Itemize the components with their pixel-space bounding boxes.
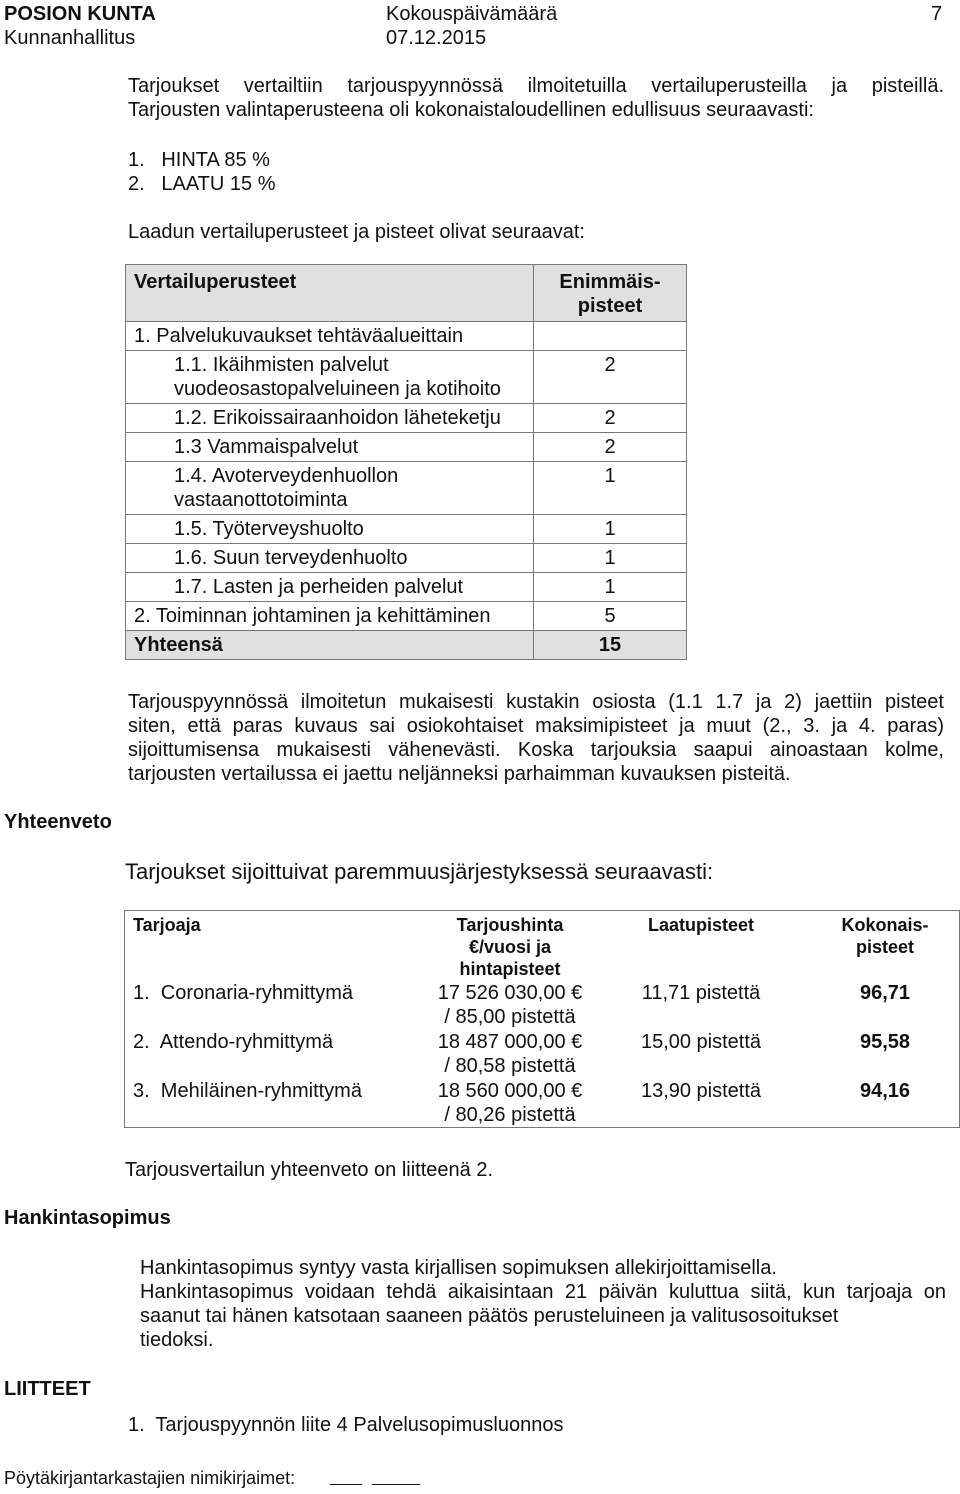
- criteria-label-line1: 1.1. Ikäihmisten palvelut: [174, 354, 389, 376]
- ranking-price: [427, 981, 593, 1030]
- ranking-header-total: [809, 911, 960, 981]
- quality-criteria-table: [125, 264, 687, 660]
- meeting-date: 07.12.2015: [386, 27, 487, 49]
- criteria-label-line1: 1.4. Avoterveydenhuollon: [174, 465, 399, 487]
- criteria-points: 1: [534, 544, 687, 573]
- initials-line-1: [330, 1484, 362, 1485]
- criteria-label: 1.5. Työterveyshuolto: [126, 515, 534, 544]
- ranking-row: [125, 1030, 960, 1079]
- ranking-header-price-line3: hintapisteet: [459, 959, 561, 979]
- ranking-price-points: / 80,26 pistettä: [444, 1104, 576, 1126]
- ranking-header-bidder: Tarjoaja: [133, 915, 201, 935]
- ranking-price-points: / 80,58 pistettä: [444, 1055, 576, 1077]
- criteria-label: 1.6. Suun terveydenhuolto: [126, 544, 534, 573]
- criteria-label: 1.3 Vammaispalvelut: [126, 433, 534, 462]
- criteria-row: [126, 322, 687, 351]
- criteria-label: [126, 462, 534, 515]
- criteria-points: 2: [534, 351, 687, 404]
- ranking-quality: 13,90 pistettä: [640, 1080, 762, 1102]
- criteria-row: [126, 573, 687, 602]
- criterion-quality: 2. LAATU 15 %: [128, 173, 276, 195]
- criteria-header-name: Vertailuperusteet: [126, 265, 534, 322]
- criteria-label: [126, 351, 534, 404]
- ranking-header-total-line1: Kokonais-: [841, 915, 929, 935]
- explanation-line: tarjousten vertailussa ei jaettu neljänneksi parhaimman kuvauksen pisteitä.: [128, 763, 791, 785]
- contract-line: saanut tai hänen katsotaan saaneen päätös perusteluineen ja valitusosoitukset: [140, 1305, 839, 1327]
- contract-text: [140, 1256, 946, 1352]
- criteria-points: 1: [534, 462, 687, 515]
- criteria-label-line2: vastaanottotoiminta: [174, 489, 348, 511]
- criteria-label: 2. Toiminnan johtaminen ja kehittäminen: [126, 602, 534, 631]
- ranking-price-amount: 18 560 000,00 €: [437, 1080, 583, 1102]
- explanation-line: sijoittumisensa mukaisesti vähenevästi. Koska tarjouksia saapui ainoastaan kolme,: [128, 739, 944, 761]
- criteria-label: 1.7. Lasten ja perheiden palvelut: [126, 573, 534, 602]
- criteria-label: 1. Palvelukuvaukset tehtäväalueittain: [126, 322, 534, 351]
- criteria-row: [126, 544, 687, 573]
- intro-line-2: Tarjousten valintaperusteena oli kokonaistaloudellinen edullisuus seuraavasti:: [128, 99, 814, 121]
- contract-line: Hankintasopimus voidaan tehdä aikaisintaan 21 päivän kuluttua siitä, kun tarjoaja on: [140, 1281, 946, 1303]
- explanation-line: Tarjouspyynnössä ilmoitetun mukaisesti kustakin osiosta (1.1 1.7 ja 2) jaettiin pisteet: [128, 691, 944, 713]
- ranking-price: [427, 1079, 593, 1128]
- ranking-price-amount: 17 526 030,00 €: [437, 982, 583, 1004]
- attachments-side-label: LIITTEET: [4, 1378, 91, 1400]
- page-number: 7: [931, 3, 943, 25]
- criteria-header-row: [126, 265, 687, 322]
- criteria-header-points-line2: pisteet: [577, 295, 643, 317]
- attachment-item: 1. Tarjouspyynnön liite 4 Palvelusopimusluonnos: [128, 1414, 564, 1436]
- criteria-label-line2: vuodeosastopalveluineen ja kotihoito: [174, 378, 501, 400]
- ranking-quality: 15,00 pistettä: [640, 1031, 762, 1053]
- ranking-bidder: 2. Attendo-ryhmittymä: [133, 1031, 334, 1053]
- date-label: Kokouspäivämäärä: [386, 3, 558, 25]
- ranking-bidder: 1. Coronaria-ryhmittymä: [133, 982, 354, 1004]
- ranking-bidder: 3. Mehiläinen-ryhmittymä: [133, 1080, 362, 1102]
- criteria-row: [126, 515, 687, 544]
- ranking-table: [125, 911, 960, 1128]
- ranking-intro: Tarjoukset sijoittuivat paremmuusjärjestyksessä seuraavasti:: [125, 859, 714, 884]
- criteria-points: 1: [534, 573, 687, 602]
- ranking-row: [125, 981, 960, 1030]
- ranking-row: [125, 1079, 960, 1128]
- criteria-points: 2: [534, 433, 687, 462]
- criteria-points: 5: [534, 602, 687, 631]
- quality-intro: Laadun vertailuperusteet ja pisteet olivat seuraavat:: [128, 221, 585, 243]
- ranking-header-price: [427, 911, 593, 981]
- criteria-row: [126, 602, 687, 631]
- contract-side-label: Hankintasopimus: [4, 1207, 171, 1229]
- contract-line: Hankintasopimus syntyy vasta kirjallisen sopimuksen allekirjoittamisella.: [140, 1257, 777, 1279]
- criteria-total-points: 15: [534, 631, 687, 660]
- ranking-total: 94,16: [859, 1080, 911, 1102]
- ranking-quality: 11,71 pistettä: [641, 982, 761, 1004]
- intro-line-1: Tarjoukset vertailtiin tarjouspyynnössä ilmoitetuilla vertailuperusteilla ja pisteillä.: [128, 75, 944, 97]
- criteria-row: [126, 351, 687, 404]
- criteria-points: 1: [534, 515, 687, 544]
- criteria-header-points-line1: Enimmäis-: [559, 271, 661, 293]
- criteria-points: 2: [534, 404, 687, 433]
- attachment-note: Tarjousvertailun yhteenveto on liitteenä 2.: [125, 1159, 494, 1181]
- criteria-total-label: Yhteensä: [126, 631, 534, 660]
- criterion-price: 1. HINTA 85 %: [128, 149, 270, 171]
- ranking-header-price-line2: €/vuosi ja: [468, 937, 552, 957]
- ranking-total: 95,58: [859, 1031, 911, 1053]
- ranking-total: 96,71: [859, 982, 911, 1004]
- criteria-points: [534, 322, 687, 351]
- criteria-header-points: [534, 265, 687, 322]
- criteria-row: [126, 462, 687, 515]
- scoring-explanation: [128, 690, 944, 786]
- ranking-price-amount: 18 487 000,00 €: [437, 1031, 583, 1053]
- ranking-header-quality: Laatupisteet: [647, 915, 755, 935]
- initials-line-2: [372, 1484, 420, 1485]
- criteria-total-row: [126, 631, 687, 660]
- footer-initials-label: Pöytäkirjantarkastajien nimikirjaimet:: [4, 1468, 296, 1488]
- summary-side-label: Yhteenveto: [4, 811, 112, 833]
- criteria-row: [126, 433, 687, 462]
- explanation-line: siten, että paras kuvaus sai osiokohtaiset maksimipisteet ja muut (2., 3. ja 4. paras): [128, 715, 944, 737]
- ranking-price-points: / 85,00 pistettä: [444, 1006, 576, 1028]
- criteria-label: 1.2. Erikoissairaanhoidon läheteketju: [126, 404, 534, 433]
- ranking-price: [427, 1030, 593, 1079]
- ranking-header-row: [125, 911, 960, 981]
- criteria-row: [126, 404, 687, 433]
- contract-line: tiedoksi.: [140, 1329, 214, 1351]
- ranking-header-total-line2: pisteet: [855, 937, 915, 957]
- meeting-body: Kunnanhallitus: [4, 27, 136, 49]
- org-name: POSION KUNTA: [4, 3, 156, 25]
- ranking-header-price-line1: Tarjoushinta: [456, 915, 564, 935]
